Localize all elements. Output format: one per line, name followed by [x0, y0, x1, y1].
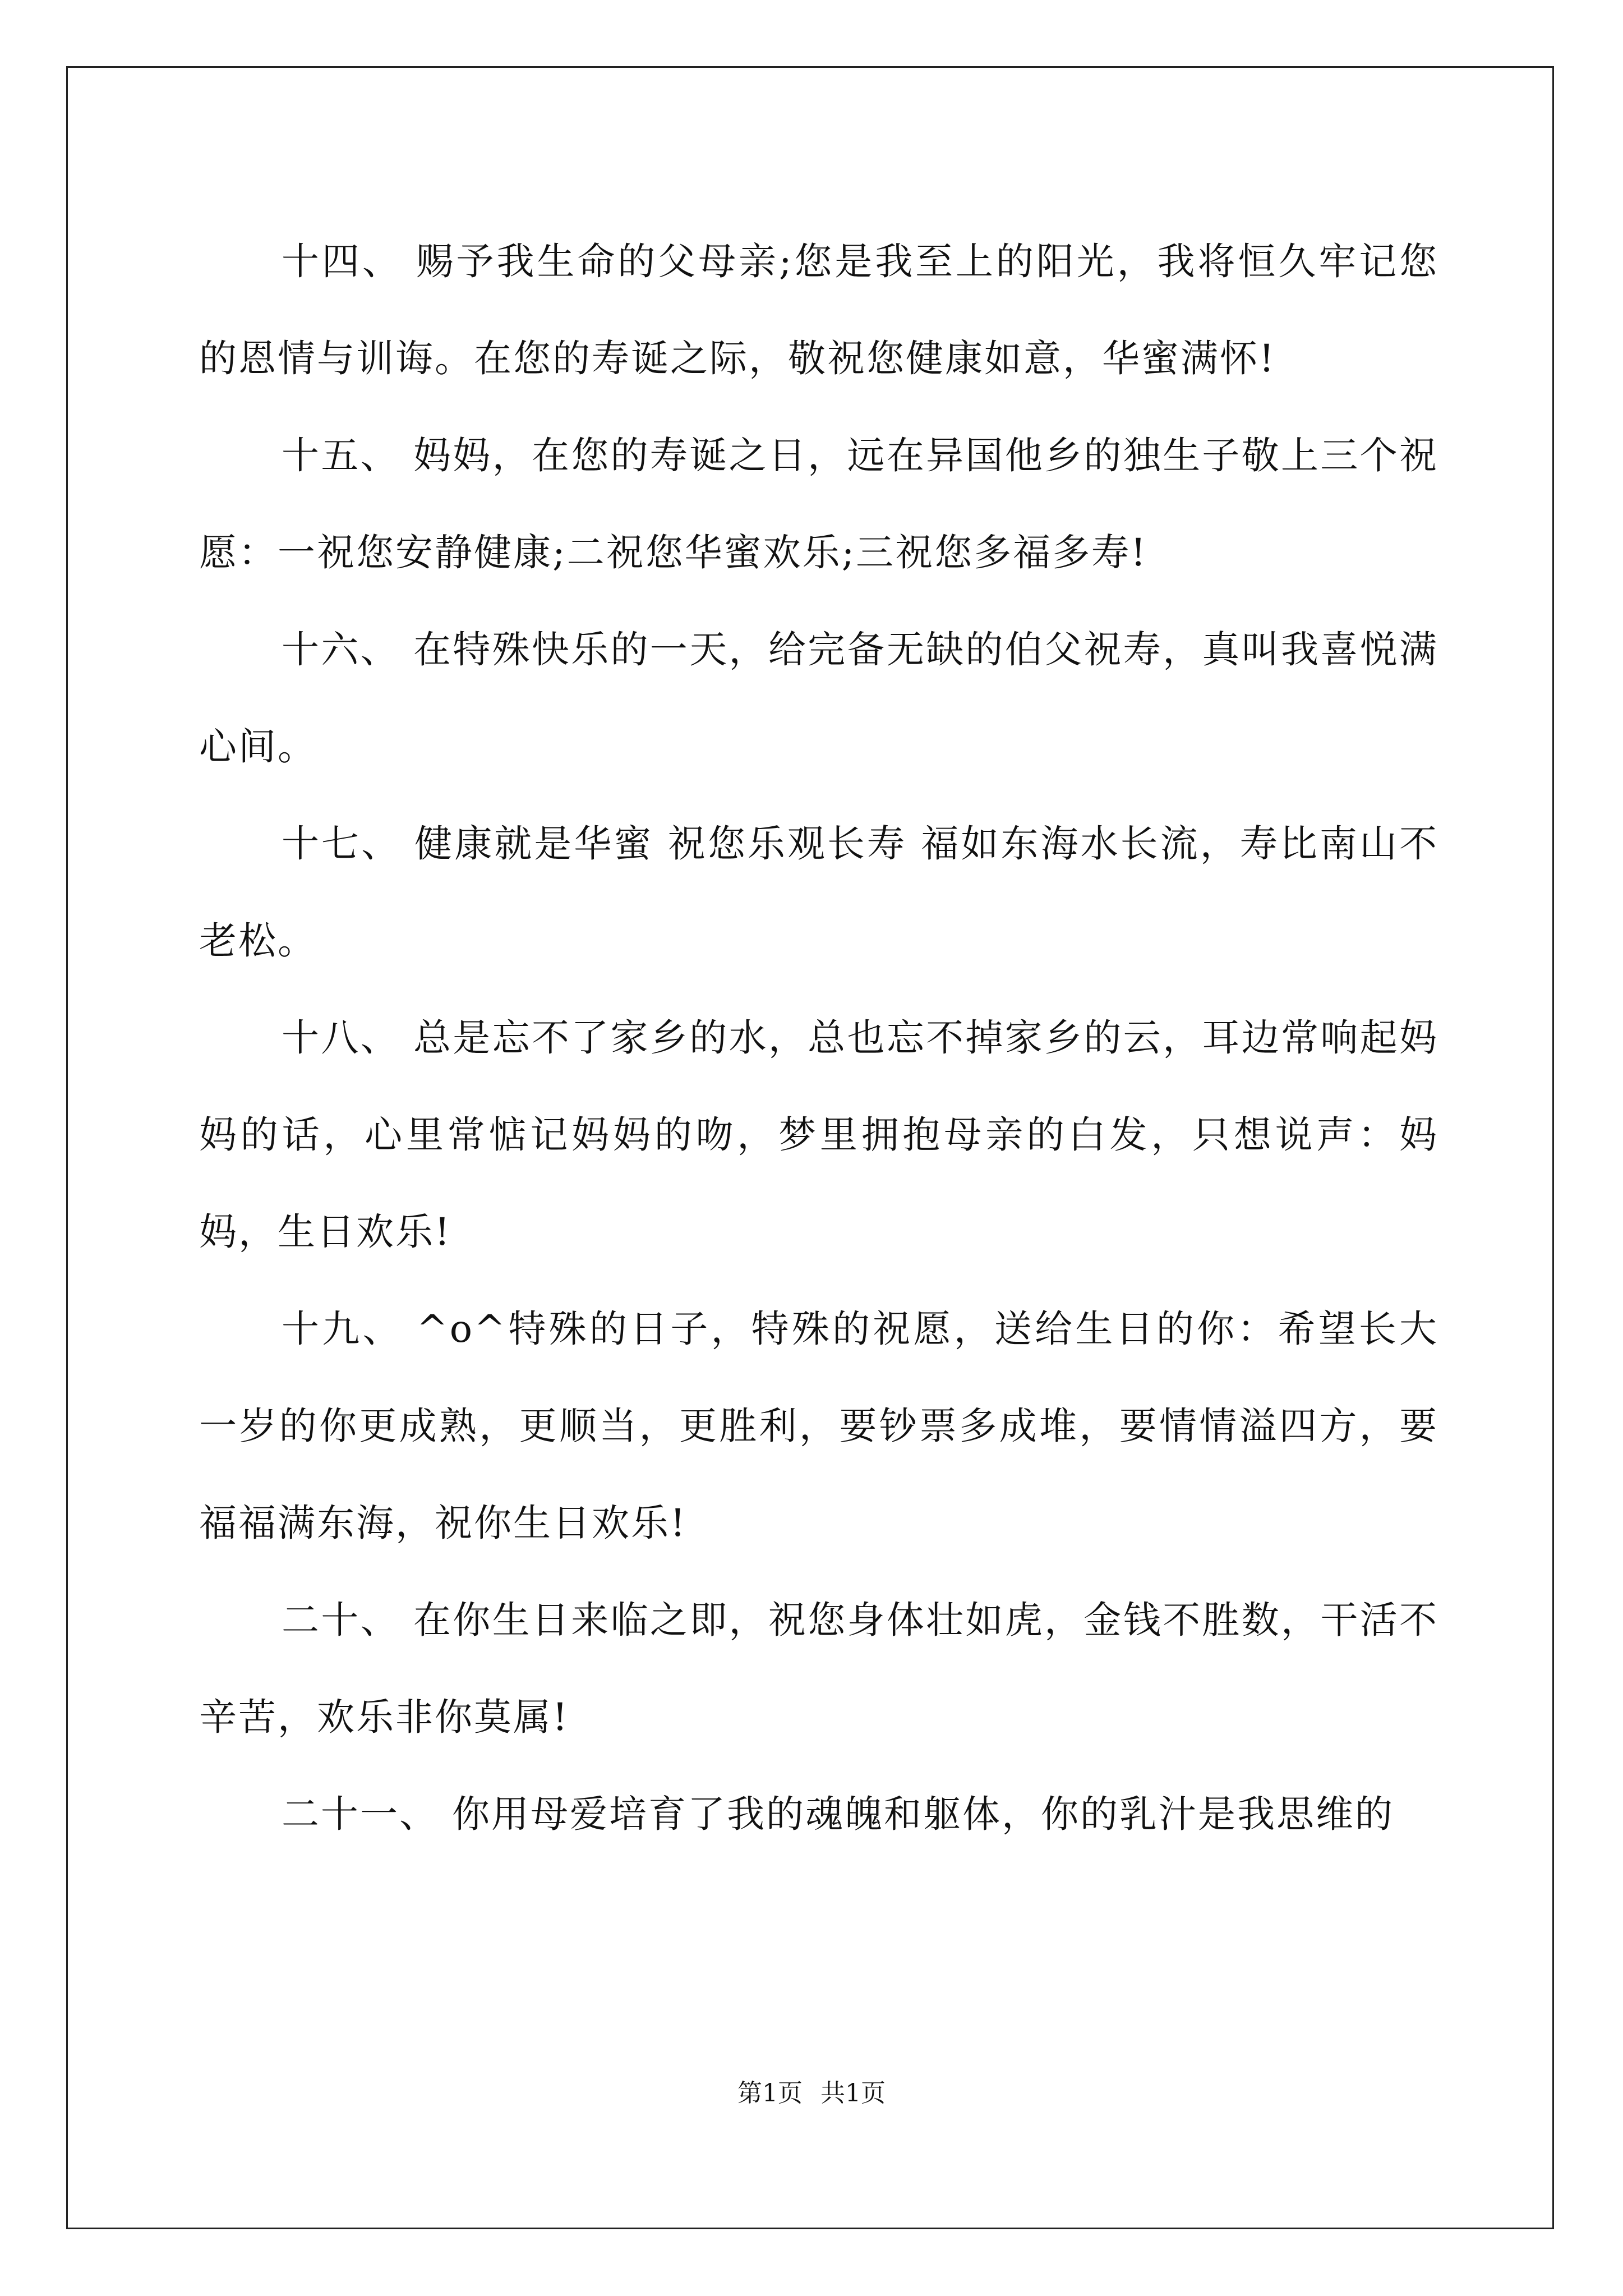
paragraph-14	[199, 213, 1438, 407]
item-number: 十七、	[282, 822, 402, 866]
item-number: 十六、	[282, 628, 400, 671]
paragraph-text: 在特殊快乐的一天，给完备无缺的伯父祝寿，真叫我喜悦满心间。	[199, 628, 1439, 769]
page-number: 第1页	[737, 2079, 803, 2108]
paragraph-text: 你用母爱培育了我的魂魄和躯体，你的乳汁是我思维的	[452, 1792, 1394, 1836]
page-total: 共1页	[820, 2079, 886, 2108]
paragraph-text: 健康就是华蜜 祝您乐观长寿 福如东海水长流，寿比南山不老松。	[199, 822, 1439, 963]
paragraph-text: 在你生日来临之即，祝您身体壮如虎，金钱不胜数，干活不辛苦，欢乐非你莫属!	[199, 1598, 1439, 1739]
paragraph-text: 妈妈，在您的寿诞之日，远在异国他乡的独生子敬上三个祝愿：一祝您安静健康;二祝您华蜜欢乐;三祝您多福多寿!	[199, 434, 1439, 574]
paragraph-17	[199, 795, 1438, 990]
paragraph-text: ^o^特殊的日子，特殊的祝愿，送给生日的你：希望长大一岁的你更成熟，更顺当，更胜利，要钞票多成堆，要情情溢四方，要福福满东海，祝你生日欢乐!	[199, 1307, 1438, 1545]
item-number: 十八、	[282, 1016, 400, 1060]
document-body	[199, 213, 1438, 1863]
item-number: 十四、	[282, 240, 403, 283]
item-number: 二十、	[282, 1598, 400, 1642]
item-number: 十五、	[282, 434, 400, 477]
item-number: 十九、	[282, 1307, 403, 1351]
paragraph-text: 总是忘不了家乡的水，总也忘不掉家乡的云，耳边常响起妈妈的话，心里常惦记妈妈的吻，梦里拥抱母亲的白发，只想说声：妈妈，生日欢乐!	[199, 1016, 1439, 1254]
paragraph-15	[199, 407, 1438, 601]
paragraph-16	[199, 601, 1438, 795]
paragraph-text: 赐予我生命的父母亲;您是我至上的阳光，我将恒久牢记您的恩情与训诲。在您的寿诞之际，敬祝您健康如意，华蜜满怀!	[199, 240, 1439, 380]
paragraph-20	[199, 1572, 1438, 1766]
paragraph-19	[199, 1281, 1438, 1572]
item-number: 二十一、	[282, 1792, 439, 1836]
paragraph-21	[199, 1766, 1438, 1863]
paragraph-18	[199, 990, 1438, 1281]
page-footer	[0, 2073, 1623, 2109]
